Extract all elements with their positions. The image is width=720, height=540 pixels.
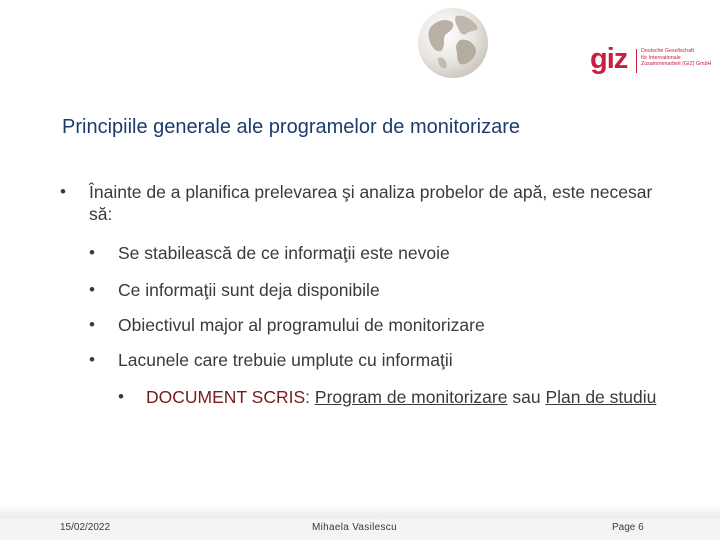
bullet-marker: • xyxy=(89,280,95,299)
program-link[interactable]: Program de monitorizare xyxy=(314,387,508,407)
bullet-level2-item: Lacunele care trebuie umplute cu informaţii xyxy=(118,350,453,370)
conjunction-text: sau xyxy=(512,387,541,407)
bullet-level3 xyxy=(146,386,666,408)
giz-logo-line: Zusammenarbeit (GIZ) GmbH xyxy=(641,61,712,68)
document-label: DOCUMENT SCRIS xyxy=(146,387,306,407)
bullet-level2-item: Obiectivul major al programului de monitorizare xyxy=(118,315,485,335)
bullet-level2-item: Ce informaţii sunt deja disponibile xyxy=(118,280,380,300)
bullet-marker: • xyxy=(89,350,95,369)
footer-author: Mihaela Vasilescu xyxy=(312,522,397,533)
bullet-level2-item: Se stabilească de ce informaţii este nevoie xyxy=(118,243,450,263)
bullet-marker: • xyxy=(89,243,95,262)
bullet-marker: • xyxy=(89,315,95,334)
plan-link[interactable]: Plan de studiu xyxy=(545,387,657,407)
footer-date: 15/02/2022 xyxy=(60,522,111,533)
document-colon: : xyxy=(305,387,311,407)
giz-logo-line: für Internationale xyxy=(641,54,681,61)
footer-page-number: Page 6 xyxy=(612,522,644,533)
bullet-marker: • xyxy=(118,387,124,406)
slide-title: Principiile generale ale programelor de monitorizare xyxy=(62,116,521,138)
giz-logo-line: Deutsche Gesellschaft xyxy=(641,48,694,54)
bullet-level1: Înainte de a planifica prelevarea şi analiza probelor de apă, este necesar să: xyxy=(89,182,653,224)
footer-shadow xyxy=(0,504,720,518)
bullet-marker: • xyxy=(60,182,66,201)
giz-logo-mark: giz xyxy=(590,43,628,75)
